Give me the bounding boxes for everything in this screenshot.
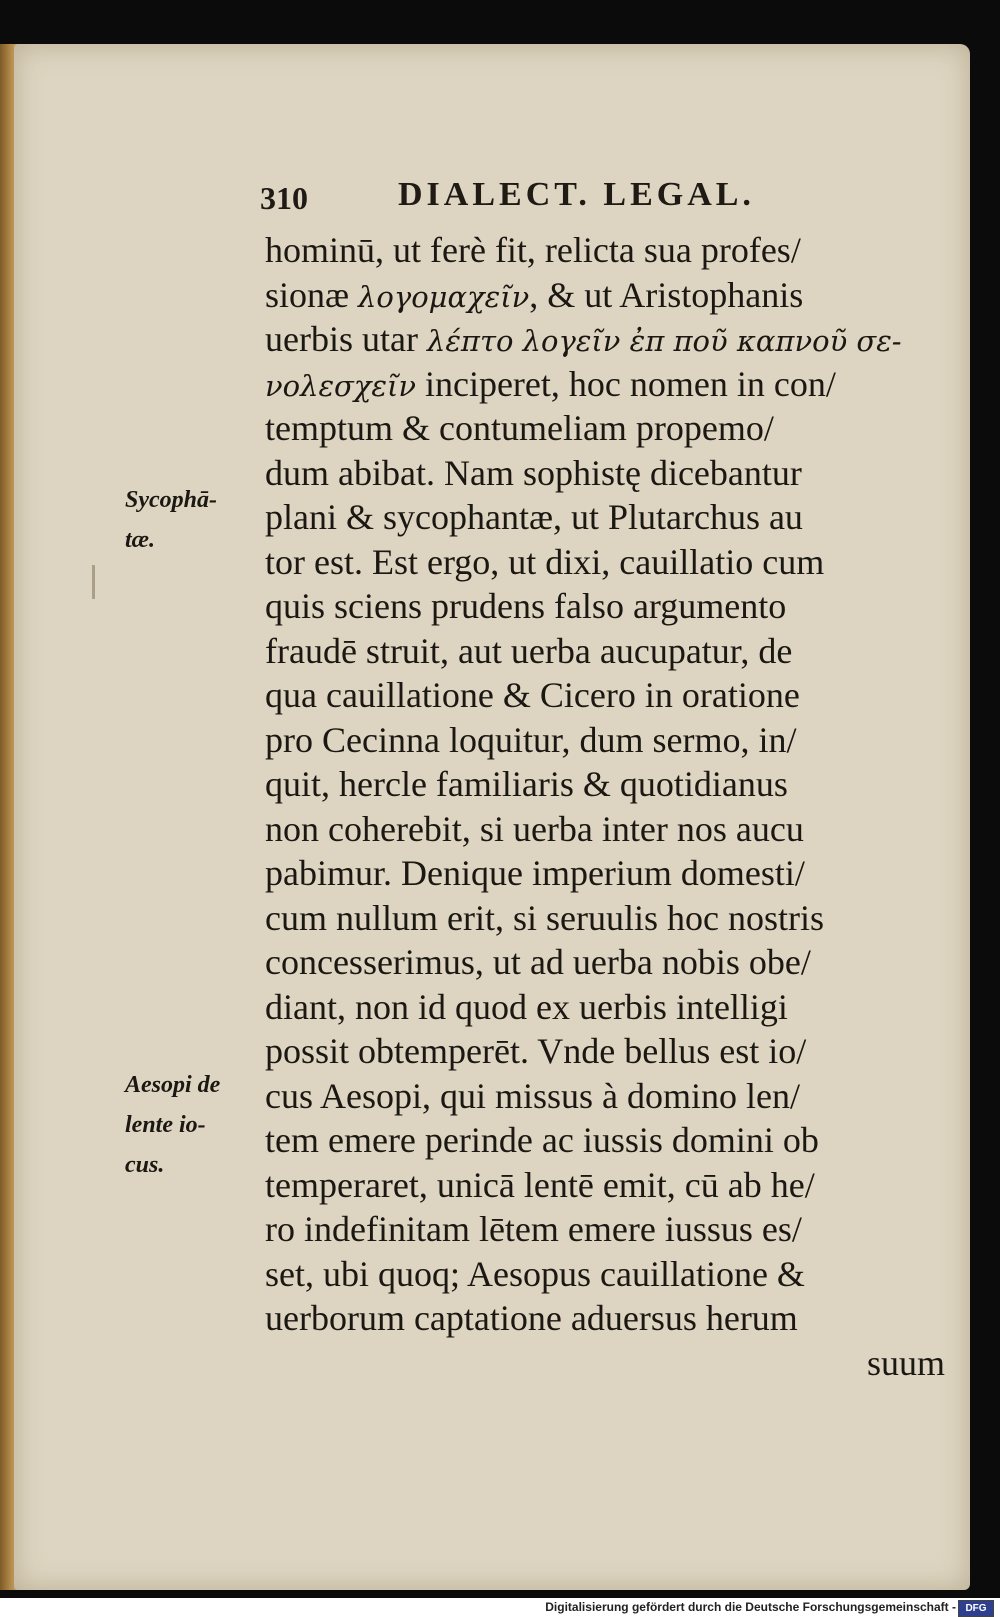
text-line: non coherebit, si uerba inter nos aucu — [265, 808, 804, 849]
text-fragment: & ut — [547, 274, 613, 315]
text-line: diant, non id quod ex uerbis intelligi — [265, 986, 788, 1027]
text-line — [265, 362, 955, 407]
margin-note-sycophantae — [125, 480, 265, 560]
text-line: hominū, ut ferè fit, relicta sua profes/ — [265, 230, 801, 270]
funding-credit: Digitalisierung gefördert durch die Deutsche Forschungsgemeinschaft - — [545, 1600, 956, 1614]
text-line: set, ubi quoq; Aesopus cauillatione & — [265, 1253, 805, 1294]
digitization-footer — [0, 1598, 1000, 1617]
ink-smudge — [92, 565, 95, 599]
text-line: uerborum captatione aduersus herum — [265, 1298, 798, 1338]
text-line: cus Aesopi, qui missus à domino len/ — [265, 1075, 800, 1116]
margin-note-line: cus. — [125, 1152, 165, 1178]
text-line — [265, 317, 955, 362]
text-line: temperaret, unicā lentē emit, cū ab he/ — [265, 1164, 815, 1205]
text-line: temptum & contumeliam propemo/ — [265, 408, 774, 448]
margin-note-line: tæ. — [125, 527, 155, 553]
margin-note-line: Aesopi de — [125, 1072, 221, 1098]
text-line: concesserimus, ut ad uerba nobis obe/ — [265, 942, 811, 982]
text-line: pabimur. Denique imperium domesti/ — [265, 853, 805, 893]
margin-note-line: lente io- — [125, 1112, 206, 1138]
margin-note-aesopi — [125, 1065, 265, 1185]
margin-note-line: Sycophā- — [125, 487, 217, 513]
text-line: tem emere perinde ac iussis domini ob — [265, 1120, 819, 1160]
text-line: plani & sycophantæ, ut Plutarchus au — [265, 497, 803, 537]
page-header — [250, 172, 840, 222]
text-line: quit, hercle familiaris & quotidianus — [265, 764, 788, 804]
text-line: possit obtemperēt. Vnde bellus est io/ — [265, 1031, 807, 1071]
text-fragment: inciperet, hoc nomen in con/ — [424, 363, 836, 404]
text-line: fraudē struit, aut uerba aucupatur, de — [265, 630, 793, 671]
dfg-logo[interactable]: DFG — [958, 1600, 994, 1617]
catchword: suum — [866, 1342, 945, 1383]
folio-number: 310 — [260, 180, 308, 216]
text-line: sionæ λογομαχεῖν, & ut Aristophanis — [265, 274, 804, 315]
greek-word: νολεσχεῖν — [265, 368, 416, 403]
greek-phrase: λέπτο λογεῖν ἐπ ποῦ καπνοῦ σε- — [426, 324, 902, 358]
body-text — [265, 228, 955, 1385]
text-line: tor est. Est ergo, ut dixi, cauillatio cum — [265, 541, 825, 582]
text-line: dum abibat. Nam sophistę dicebantur — [265, 452, 802, 493]
running-head: DIALECT. LEGAL. — [398, 176, 755, 213]
text-fragment: uerbis utar — [265, 319, 418, 359]
text-fragment: Aristophanis — [619, 274, 804, 315]
text-line: quis sciens prudens falso argumento — [265, 586, 787, 626]
text-line: qua cauillatione & Cicero in oratione — [265, 675, 800, 715]
text-line: cum nullum erit, si seruulis hoc nostris — [265, 897, 824, 938]
text-fragment: sionæ — [265, 274, 350, 315]
greek-word: λογομαχεῖν — [358, 279, 530, 314]
text-line: ro indefinitam lētem emere iussus es/ — [265, 1209, 802, 1249]
text-line: pro Cecinna loquitur, dum sermo, in/ — [265, 719, 797, 760]
